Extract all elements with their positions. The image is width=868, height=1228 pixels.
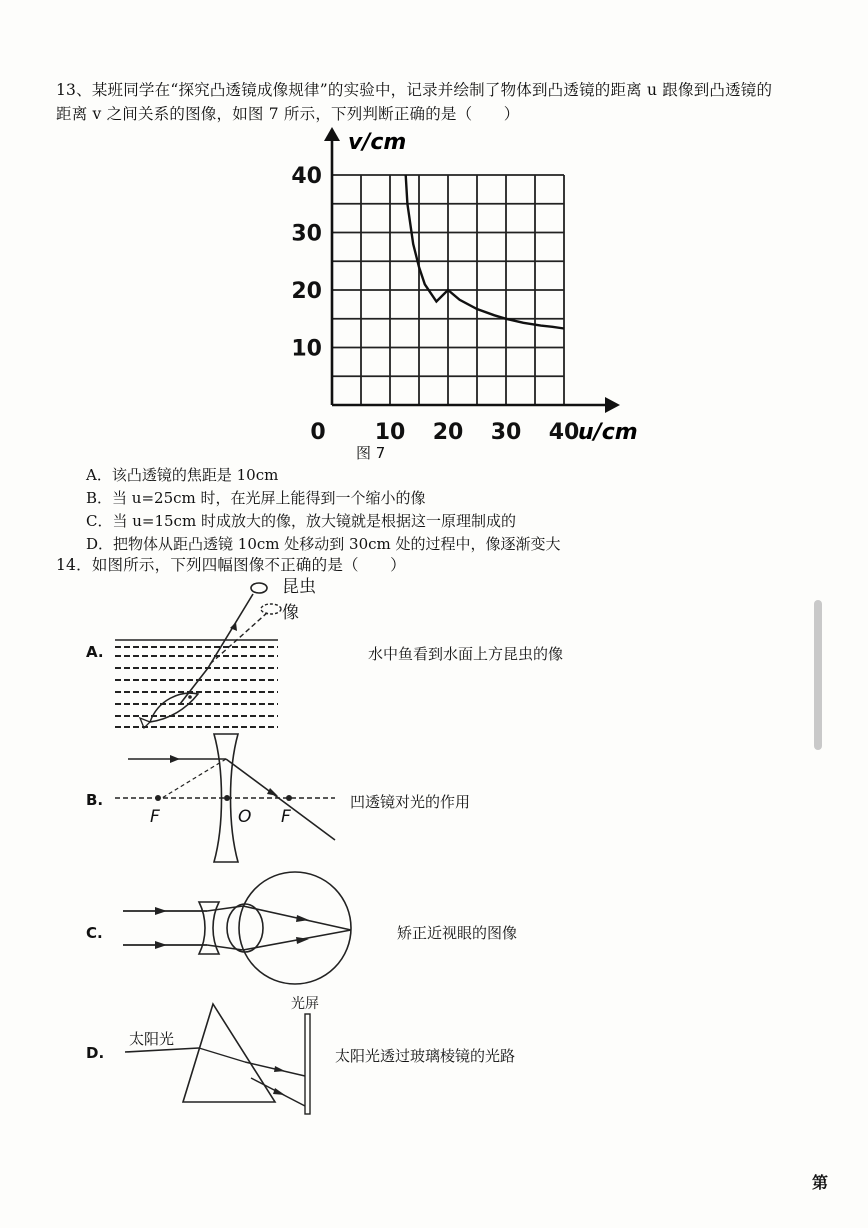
y-tick-label: 10 bbox=[291, 336, 322, 362]
q13-option-a: A．该凸透镜的焦距是 10cm bbox=[86, 466, 279, 484]
q13-option-c: C．当 u=15cm 时成放大的像，放大镜就是根据这一原理制成的 bbox=[86, 512, 516, 530]
q14-item-b-caption: 凹透镜对光的作用 bbox=[350, 793, 471, 811]
x-tick-label: 30 bbox=[490, 420, 522, 445]
chart-series-line bbox=[406, 175, 564, 329]
focal-point-right-label: F bbox=[281, 807, 291, 827]
chart-x-axis-label: u/cm bbox=[578, 420, 638, 445]
q14-figure-b bbox=[110, 730, 350, 870]
x-tick-label: 0 bbox=[310, 420, 326, 445]
q14-figure-c bbox=[115, 870, 365, 995]
q14-item-c-caption: 矫正近视眼的图像 bbox=[397, 924, 518, 942]
chart-axes bbox=[324, 127, 620, 413]
prism-icon bbox=[183, 1004, 275, 1102]
scrollbar[interactable] bbox=[814, 600, 822, 750]
figure7-chart bbox=[280, 125, 660, 455]
x-axis-arrow-icon bbox=[605, 397, 620, 413]
y-tick-label: 30 bbox=[291, 221, 322, 247]
focal-point-left-label: F bbox=[150, 807, 160, 827]
q14-item-b-label: B. bbox=[86, 791, 104, 809]
chart-y-axis-label: v/cm bbox=[348, 130, 407, 155]
insect-label: 昆虫 bbox=[282, 577, 316, 597]
x-tick-label: 20 bbox=[432, 420, 464, 445]
optical-center-label: O bbox=[238, 807, 252, 827]
q14-item-a-label: A. bbox=[86, 643, 104, 661]
y-axis-arrow-icon bbox=[324, 127, 340, 141]
q14-item-d-label: D. bbox=[86, 1044, 105, 1062]
eyeball-icon bbox=[239, 872, 351, 984]
y-tick-label: 40 bbox=[291, 164, 322, 189]
x-tick-label: 40 bbox=[548, 420, 580, 445]
y-tick-label: 20 bbox=[291, 279, 322, 304]
q13-option-d: D．把物体从距凸透镜 10cm 处移动到 30cm 处的过程中，像逐渐变大 bbox=[86, 535, 561, 553]
screen-label: 光屏 bbox=[291, 996, 319, 1012]
sunlight-label: 太阳光 bbox=[129, 1030, 175, 1048]
q13-stem-line2: 距离 v 之间关系的图像，如图 7 所示，下列判断正确的是（ ） bbox=[56, 105, 520, 123]
eye-lens-icon bbox=[227, 904, 263, 952]
x-tick-label: 10 bbox=[374, 420, 406, 445]
q14-item-c-label: C. bbox=[86, 924, 103, 942]
image-label: 像 bbox=[282, 603, 299, 623]
insect-image-icon bbox=[261, 604, 281, 614]
q14-item-d-caption: 太阳光透过玻璃棱镜的光路 bbox=[335, 1047, 516, 1065]
q14-figure-a bbox=[110, 572, 350, 732]
figure7-caption: 图 7 bbox=[356, 444, 386, 462]
light-screen-icon bbox=[305, 1014, 310, 1114]
insect-icon bbox=[251, 583, 267, 593]
q13-stem-line1: 13、某班同学在“探究凸透镜成像规律”的实验中，记录并绘制了物体到凸透镜的距离 u 跟像到凸透镜的 bbox=[56, 81, 773, 99]
q13-option-b: B．当 u=25cm 时，在光屏上能得到一个缩小的像 bbox=[86, 489, 426, 507]
page-number-fragment: 第 bbox=[812, 1173, 829, 1192]
q14-figure-d bbox=[115, 992, 345, 1122]
q14-item-a-caption: 水中鱼看到水面上方昆虫的像 bbox=[368, 645, 564, 663]
q14-stem: 14．如图所示，下列四幅图像不正确的是（ ） bbox=[56, 556, 406, 574]
